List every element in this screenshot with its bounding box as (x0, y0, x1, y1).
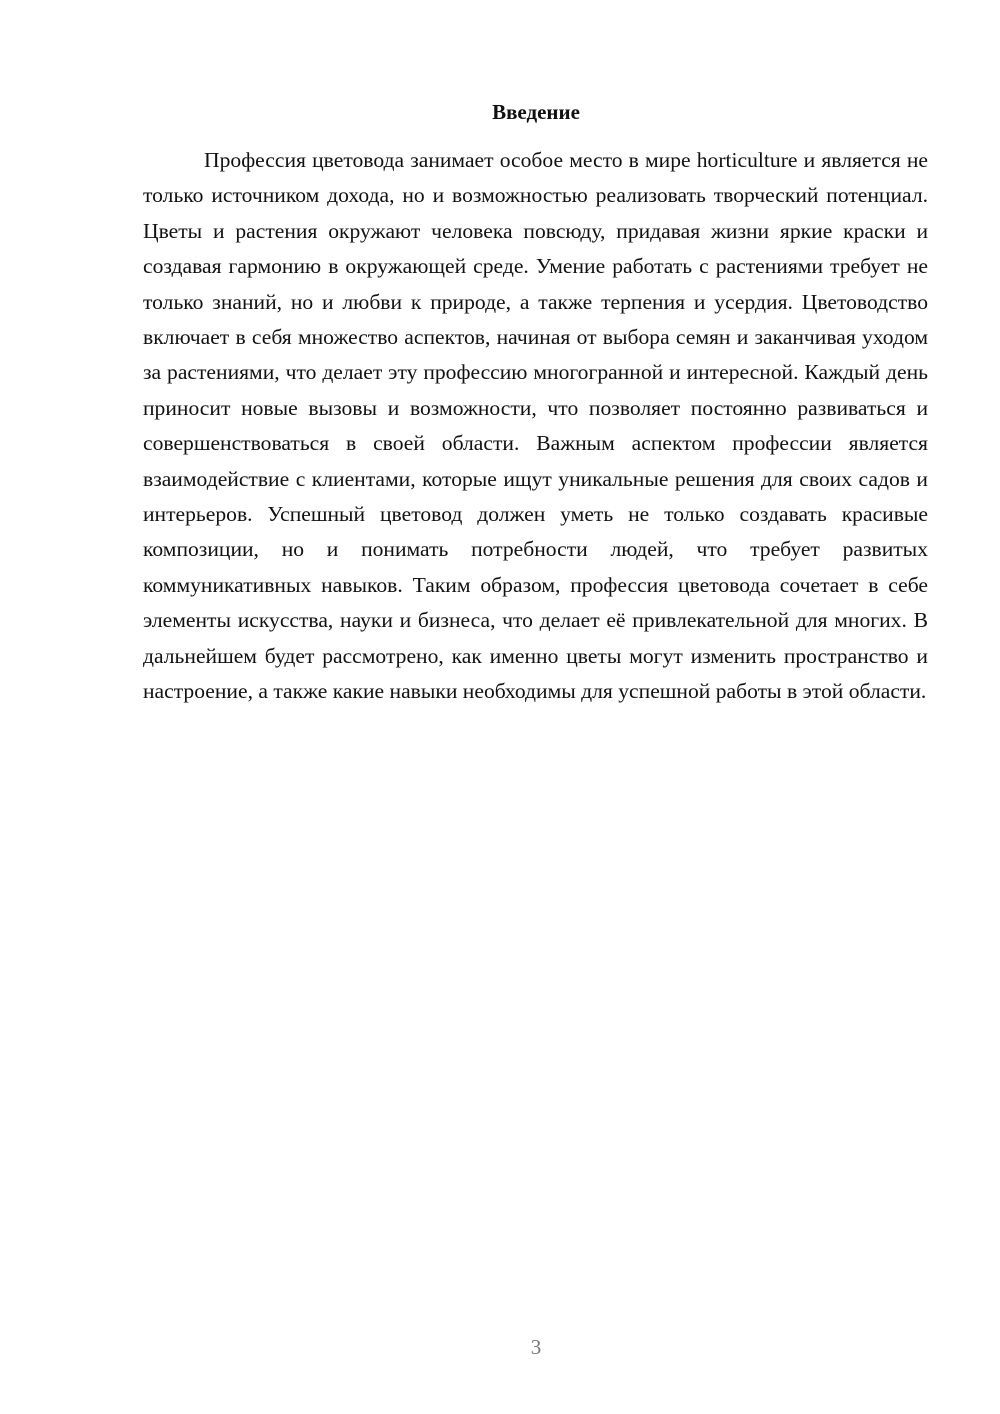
body-paragraph: Профессия цветовода занимает особое место в мире horticulture и является не только источником дохода, но и возможностью реализовать творческий потенциал. Цветы и растения окружают человека повсюду, придавая жизни яркие краски и создавая гармонию в окружающей среде. Умение работать с растениями требует не только знаний, но и любви к природе, а также терпения и усердия. Цветоводство включает в себя множество аспектов, начиная от выбора семян и заканчивая уходом за растениями, что делает эту профессию многогранной и интересной. Каждый день приносит новые вызовы и возможности, что позволяет постоянно развиваться и совершенствоваться в своей области. Важным аспектом профессии является взаимодействие с клиентами, которые ищут уникальные решения для своих садов и интерьеров. Успешный цветовод должен уметь не только создавать красивые композиции, но и понимать потребности людей, что требует развитых коммуникативных навыков. Таким образом, профессия цветовода сочетает в себе элементы искусства, науки и бизнеса, что делает её привлекательной для многих. В дальнейшем будет рассмотрено, как именно цветы могут изменить пространство и настроение, а также какие навыки необходимы для успешной работы в этой области. (143, 148, 928, 704)
section-heading: Введение (492, 100, 580, 124)
page-number: 3 (530, 1335, 542, 1359)
